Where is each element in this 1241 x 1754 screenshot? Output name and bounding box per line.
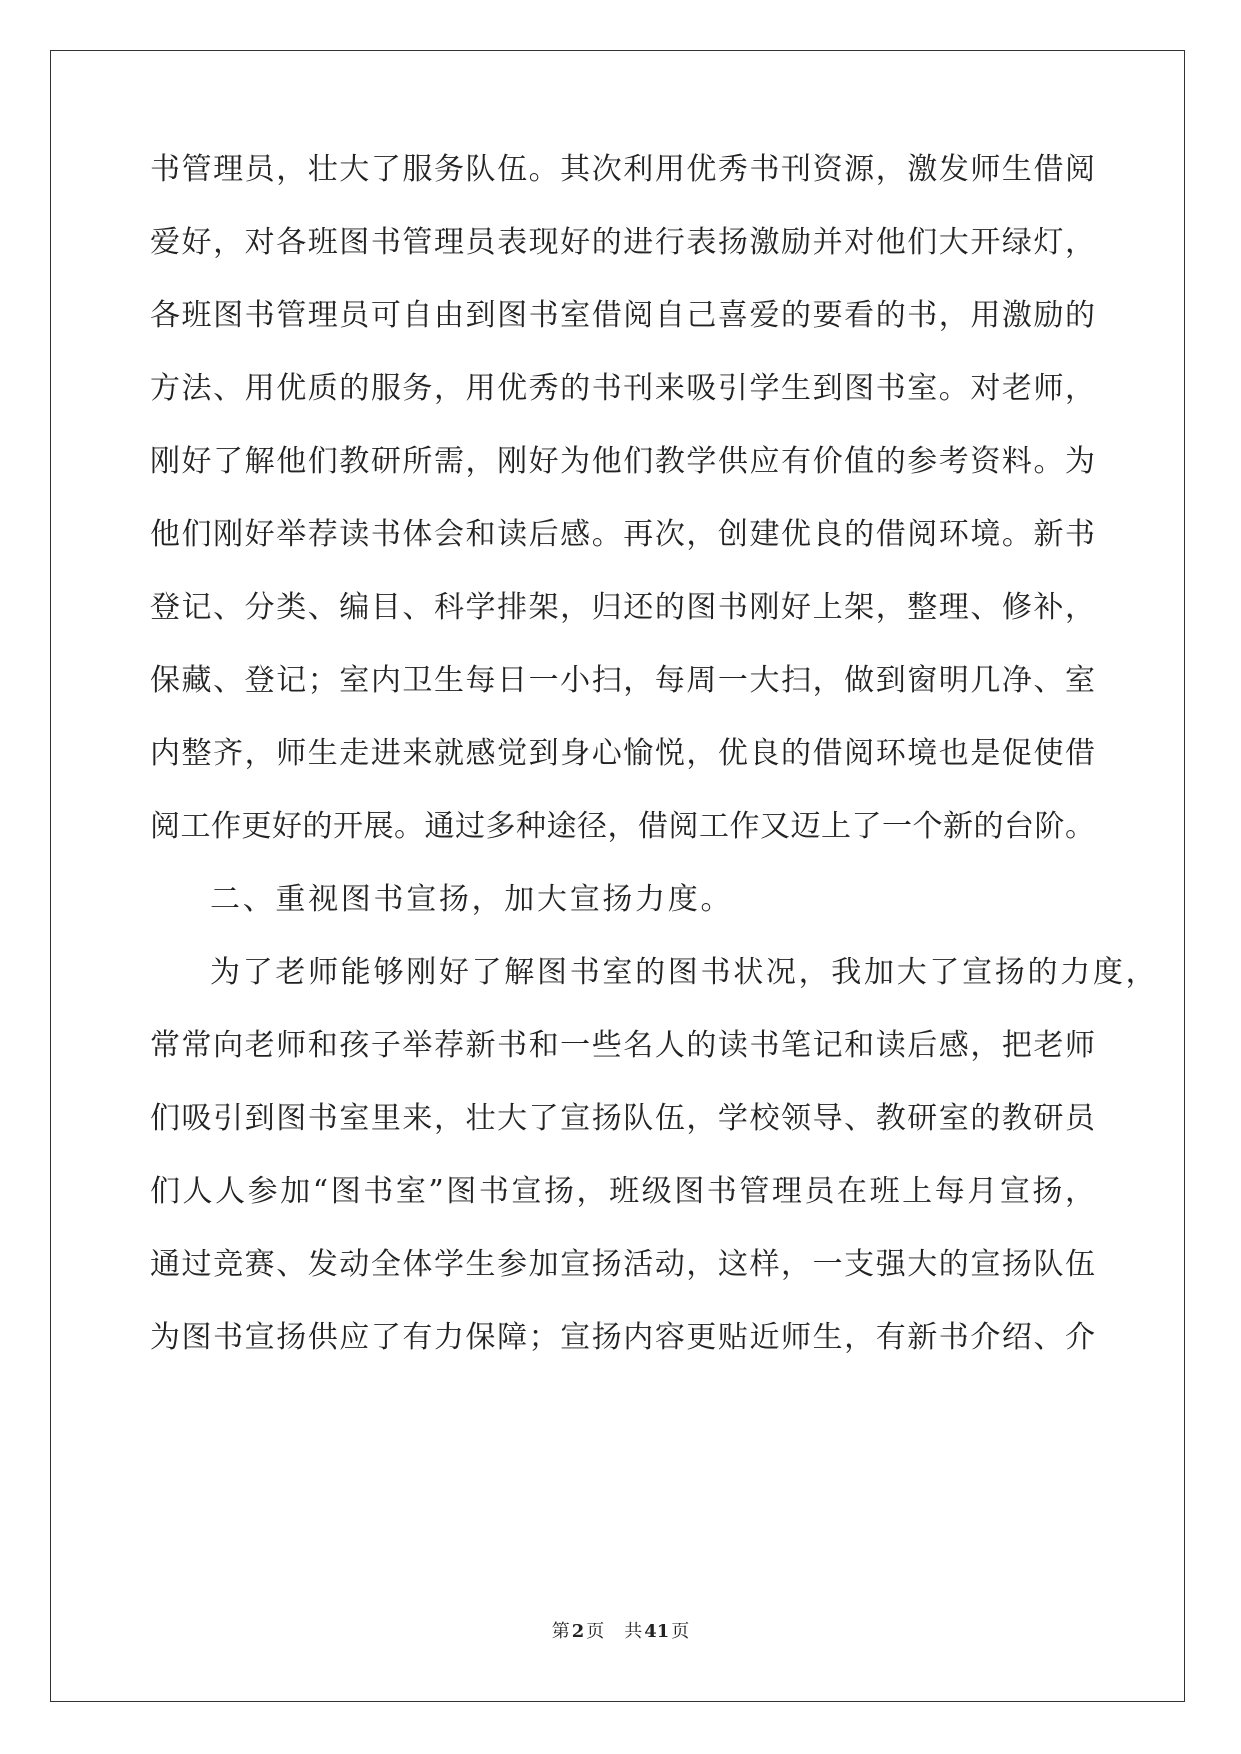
section-heading: 二、重视图书宣扬，加大宣扬力度。 (210, 882, 734, 917)
page-footer (0, 1617, 1241, 1643)
total-prefix: 共 (624, 1621, 643, 1642)
text-line: 们吸引到图书室里来，壮大了宣扬队伍，学校领导、教研室的教研员 (150, 1101, 1095, 1136)
page-suffix: 页 (586, 1621, 605, 1642)
text-line: 内整齐，师生走进来就感觉到身心愉悦，优良的借阅环境也是促使借 (150, 736, 1095, 771)
text-line: 阅工作更好的开展。通过多种途径，借阅工作又迈上了一个新的台阶。 (150, 809, 1095, 844)
page-prefix: 第 (551, 1621, 570, 1642)
text-line: 方法、用优质的服务，用优秀的书刊来吸引学生到图书室。对老师， (150, 371, 1095, 406)
paragraph-first-line: 为了老师能够刚好了解图书室的图书状况，我加大了宣扬的力度， (210, 955, 1159, 990)
text-line: 爱好，对各班图书管理员表现好的进行表扬激励并对他们大开绿灯， (150, 225, 1095, 260)
total-pages: 41 (644, 1621, 670, 1642)
text-line: 们人人参加“图书室”图书宣扬，班级图书管理员在班上每月宣扬， (150, 1174, 1095, 1209)
total-suffix: 页 (671, 1621, 690, 1642)
text-line: 通过竞赛、发动全体学生参加宣扬活动，这样，一支强大的宣扬队伍 (150, 1247, 1095, 1282)
text-line: 保藏、登记；室内卫生每日一小扫，每周一大扫，做到窗明几净、室 (150, 663, 1095, 698)
text-line: 书管理员，壮大了服务队伍。其次利用优秀书刊资源，激发师生借阅 (150, 152, 1095, 187)
page-number: 2 (571, 1621, 585, 1642)
text-line: 他们刚好举荐读书体会和读后感。再次，创建优良的借阅环境。新书 (150, 517, 1095, 552)
text-line: 各班图书管理员可自由到图书室借阅自己喜爱的要看的书，用激励的 (150, 298, 1095, 333)
text-line: 为图书宣扬供应了有力保障；宣扬内容更贴近师生，有新书介绍、介 (150, 1320, 1095, 1355)
text-line: 登记、分类、编目、科学排架，归还的图书刚好上架，整理、修补， (150, 590, 1095, 625)
text-line: 常常向老师和孩子举荐新书和一些名人的读书笔记和读后感，把老师 (150, 1028, 1095, 1063)
text-line: 刚好了解他们教研所需，刚好为他们教学供应有价值的参考资料。为 (150, 444, 1095, 479)
